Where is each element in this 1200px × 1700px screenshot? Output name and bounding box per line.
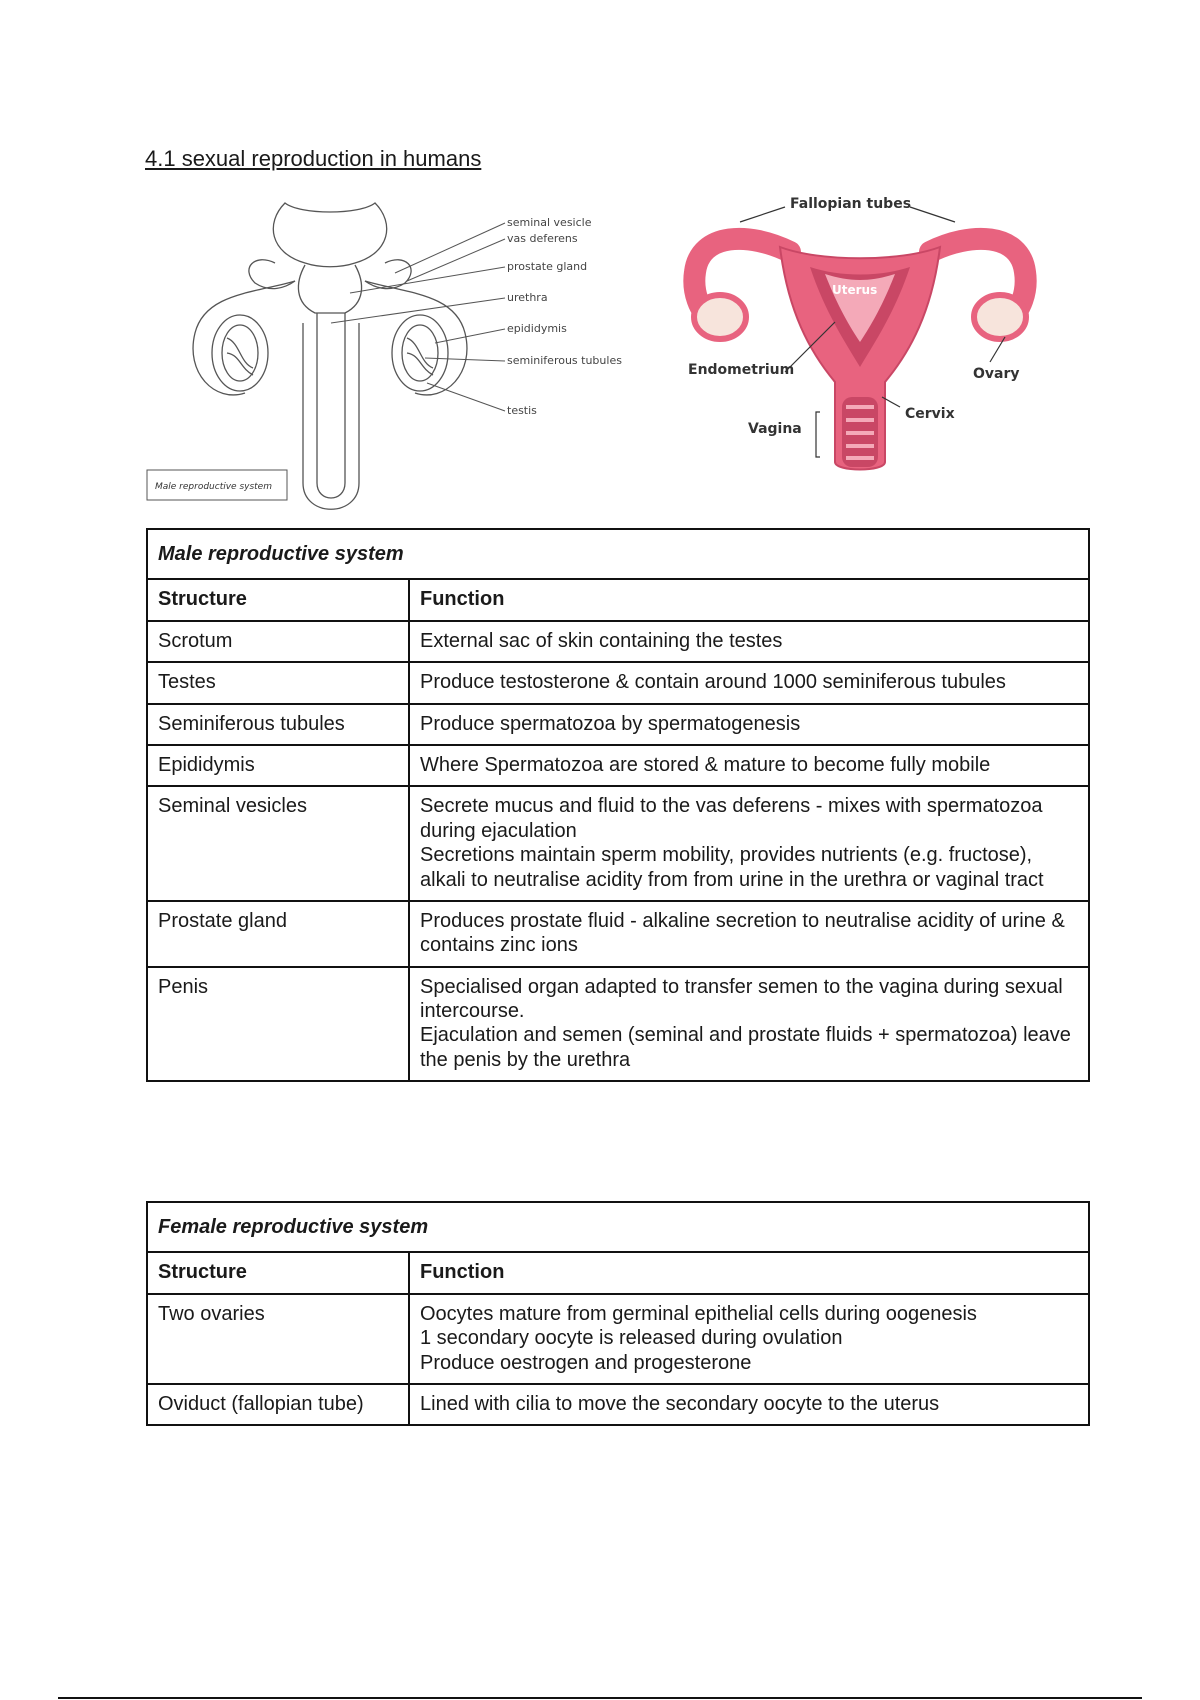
label-epididymis: epididymis bbox=[507, 322, 567, 335]
structure-cell: Epididymis bbox=[147, 745, 409, 786]
female-header-function: Function bbox=[409, 1252, 1089, 1293]
function-cell bbox=[409, 1294, 1089, 1384]
label-cervix: Cervix bbox=[905, 406, 955, 422]
function-cell bbox=[409, 621, 1089, 662]
function-cell bbox=[409, 745, 1089, 786]
function-line: Secretions maintain sperm mobility, provides nutrients (e.g. fructose), alkali to neutralise acidity from from urine in the urethra or vaginal tract bbox=[420, 844, 1044, 891]
label-uterus: Uterus bbox=[832, 283, 878, 297]
female-reproductive-diagram bbox=[670, 192, 1050, 492]
table-row bbox=[147, 786, 1089, 901]
function-cell bbox=[409, 901, 1089, 967]
function-line: Produce spermatozoa by spermatogenesis bbox=[420, 712, 801, 735]
label-urethra: urethra bbox=[507, 291, 548, 304]
function-line: Oocytes mature from germinal epithelial cells during oogenesis bbox=[420, 1302, 977, 1325]
male-reproductive-table bbox=[146, 528, 1090, 1082]
label-vagina: Vagina bbox=[748, 421, 802, 437]
table-row bbox=[147, 901, 1089, 967]
structure-cell: Seminiferous tubules bbox=[147, 704, 409, 745]
function-line: Where Spermatozoa are stored & mature to become fully mobile bbox=[420, 753, 991, 776]
function-line: Ejaculation and semen (seminal and prostate fluids + spermatozoa) leave the penis by the urethra bbox=[420, 1024, 1071, 1071]
page-title: 4.1 sexual reproduction in humans bbox=[145, 146, 482, 171]
function-line: Secrete mucus and fluid to the vas deferens - mixes with spermatozoa during ejaculation bbox=[420, 795, 1043, 842]
female-reproductive-table bbox=[146, 1201, 1090, 1426]
male-table-caption: Male reproductive system bbox=[147, 529, 1089, 579]
table-row bbox=[147, 745, 1089, 786]
structure-cell: Oviduct (fallopian tube) bbox=[147, 1384, 409, 1425]
table-row bbox=[147, 1384, 1089, 1425]
male-reproductive-diagram bbox=[145, 193, 645, 523]
function-line: 1 secondary oocyte is released during ovulation bbox=[420, 1327, 843, 1350]
female-header-structure: Structure bbox=[147, 1252, 409, 1293]
label-endometrium: Endometrium bbox=[688, 362, 795, 378]
male-header-function: Function bbox=[409, 579, 1089, 620]
label-testis: testis bbox=[507, 404, 537, 417]
structure-cell: Two ovaries bbox=[147, 1294, 409, 1384]
label-fallopian-tubes: Fallopian tubes bbox=[790, 196, 912, 212]
function-line: Produce oestrogen and progesterone bbox=[420, 1351, 752, 1374]
table-row bbox=[147, 704, 1089, 745]
function-line: External sac of skin containing the testes bbox=[420, 629, 783, 652]
male-header-structure: Structure bbox=[147, 579, 409, 620]
structure-cell: Penis bbox=[147, 967, 409, 1082]
function-line: Produces prostate fluid - alkaline secretion to neutralise acidity of urine & contains zinc ions bbox=[420, 909, 1065, 957]
function-cell bbox=[409, 704, 1089, 745]
table-row bbox=[147, 967, 1089, 1082]
bottom-rule bbox=[58, 1697, 1142, 1699]
function-cell bbox=[409, 786, 1089, 901]
structure-cell: Scrotum bbox=[147, 621, 409, 662]
label-vas-deferens: vas deferens bbox=[507, 232, 578, 245]
function-cell bbox=[409, 967, 1089, 1082]
function-line: Produce testosterone & contain around 1000 seminiferous tubules bbox=[420, 671, 1006, 694]
label-prostate-gland: prostate gland bbox=[507, 260, 588, 273]
label-seminiferous-tubules: seminiferous tubules bbox=[507, 354, 622, 367]
label-ovary: Ovary bbox=[973, 366, 1020, 382]
structure-cell: Prostate gland bbox=[147, 901, 409, 967]
table-row bbox=[147, 621, 1089, 662]
table-row bbox=[147, 662, 1089, 703]
structure-cell: Seminal vesicles bbox=[147, 786, 409, 901]
function-cell bbox=[409, 1384, 1089, 1425]
function-cell bbox=[409, 662, 1089, 703]
label-seminal-vesicle: seminal vesicle bbox=[507, 216, 592, 229]
male-diagram-caption: Male reproductive system bbox=[155, 482, 272, 492]
female-table-caption: Female reproductive system bbox=[147, 1202, 1089, 1252]
function-line: Lined with cilia to move the secondary oocyte to the uterus bbox=[420, 1392, 940, 1415]
table-row bbox=[147, 1294, 1089, 1384]
function-line: Specialised organ adapted to transfer semen to the vagina during sexual intercourse. bbox=[420, 975, 1063, 1023]
structure-cell: Testes bbox=[147, 662, 409, 703]
